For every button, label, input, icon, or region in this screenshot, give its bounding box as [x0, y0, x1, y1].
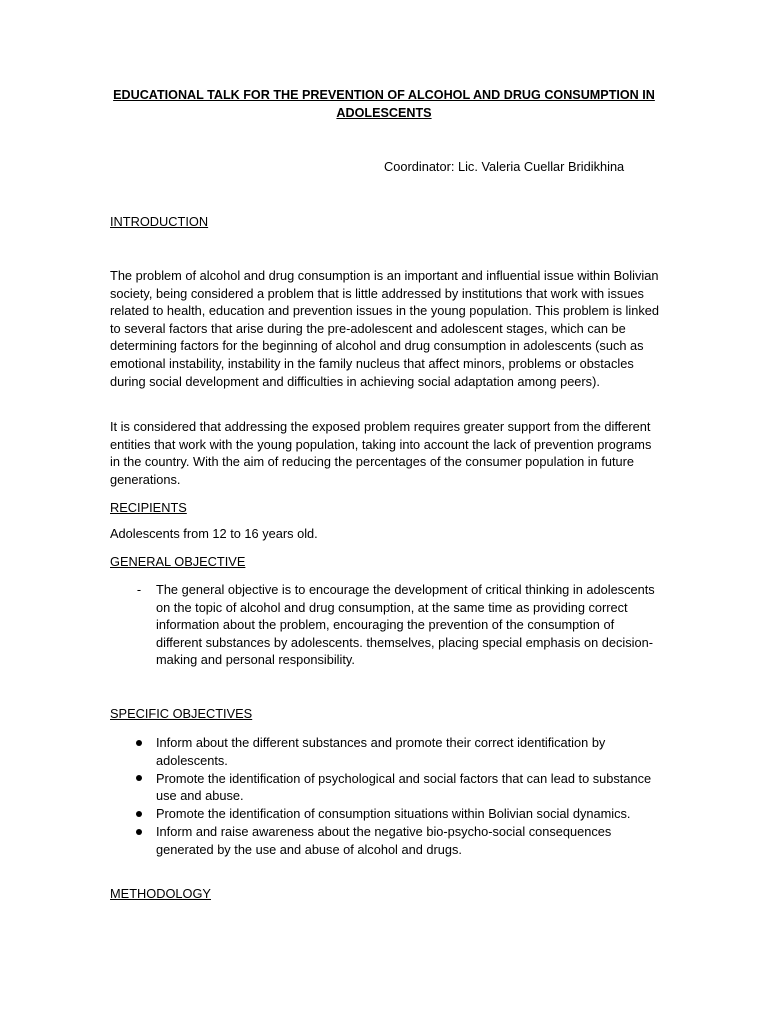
general-objective-text: The general objective is to encourage the development of critical thinking in adolescents on the topic of alcohol and drug consumption, at the same time as providing correct information about the problem, encouraging the prevention of the consumption of different substances by adolescents. themselves, placing special emphasis on decision-making and personal responsibility. — [156, 582, 655, 668]
methodology-heading: METHODOLOGY — [110, 886, 211, 901]
list-item — [110, 823, 660, 858]
general-objective-heading: GENERAL OBJECTIVE — [110, 554, 246, 569]
specific-objective-text: Promote the identification of consumption situations within Bolivian social dynamics. — [156, 806, 631, 822]
list-item — [110, 805, 660, 823]
list-item — [110, 734, 660, 769]
bullet-icon — [132, 734, 146, 752]
introduction-paragraph-1: The problem of alcohol and drug consumption is an important and influential issue within Bolivian society, being considered a problem that is little addressed by institutions that work with issues related to health, education and prevention issues in the young population. This problem is linked to several factors that arise during the pre-adolescent and adolescent stages, which can be determining factors for the beginning of alcohol and drug consumption in adolescents (such as emotional instability, instability in the family nucleus that affect minors, problems or obstacles during social development and difficulties in achieving social adaptation among peers). — [110, 268, 659, 389]
document-title: EDUCATIONAL TALK FOR THE PREVENTION OF ALCOHOL AND DRUG CONSUMPTION IN ADOLESCENTS — [113, 88, 655, 120]
dash-marker: - — [136, 582, 142, 597]
introduction-paragraph-2: It is considered that addressing the exposed problem requires greater support from the different entities that work with the young population, taking into account the lack of prevention programs in the country. With the aim of reducing the percentages of the consumer population in future generations. — [110, 419, 652, 487]
specific-objectives-list — [110, 734, 660, 859]
recipients-text: Adolescents from 12 to 16 years old. — [110, 526, 318, 541]
coordinator-line: Coordinator: Lic. Valeria Cuellar Bridikhina — [384, 159, 625, 174]
general-objective-list — [110, 581, 660, 669]
list-item — [110, 770, 660, 805]
bullet-icon — [132, 805, 146, 823]
list-item — [110, 581, 660, 669]
bullet-icon — [132, 823, 146, 841]
specific-objective-text: Inform about the different substances and promote their correct identification by adolescents. — [156, 735, 606, 768]
specific-objective-text: Inform and raise awareness about the negative bio-psycho-social consequences generated by the use and abuse of alcohol and drugs. — [156, 824, 612, 857]
introduction-heading: INTRODUCTION — [110, 214, 209, 229]
specific-objectives-heading: SPECIFIC OBJECTIVES — [110, 706, 253, 721]
recipients-heading: RECIPIENTS — [110, 500, 187, 515]
bullet-icon — [132, 770, 146, 788]
specific-objective-text: Promote the identification of psychological and social factors that can lead to substance use and abuse. — [156, 770, 652, 804]
